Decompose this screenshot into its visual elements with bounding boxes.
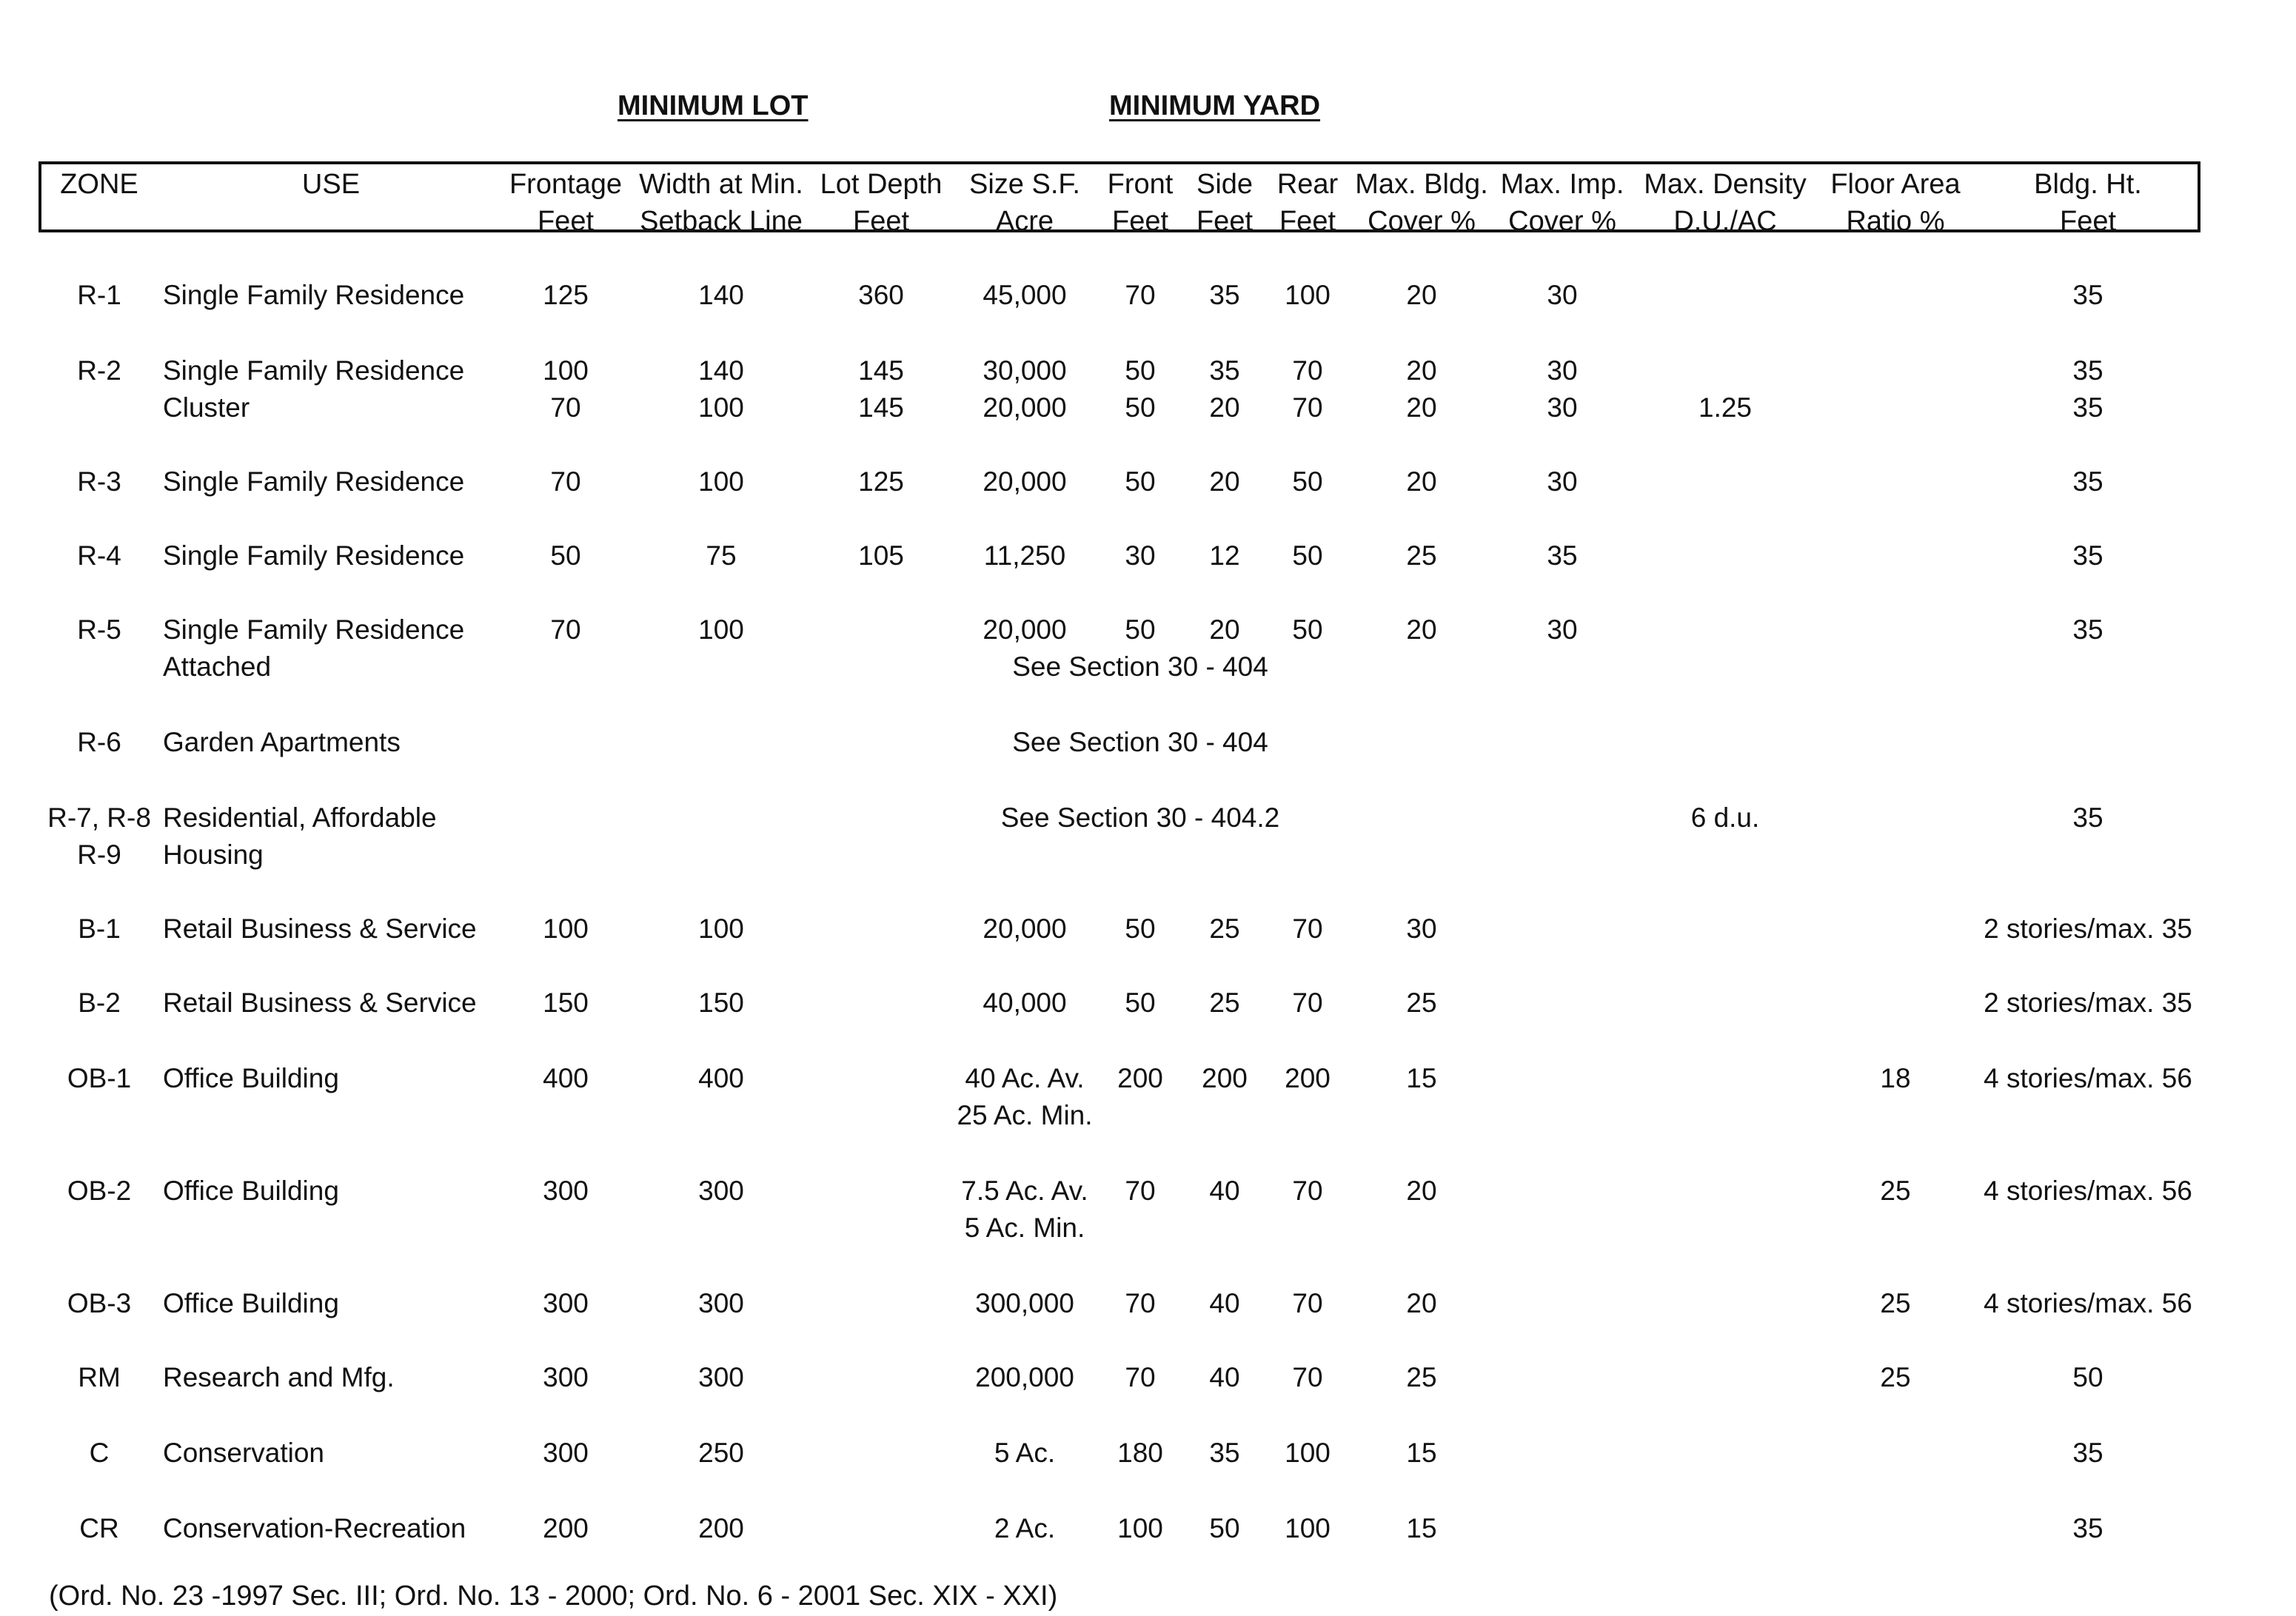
column-header-depth	[820, 166, 943, 240]
size-cell: 20,000	[983, 913, 1067, 944]
front-cell: 100	[1117, 1513, 1163, 1543]
far-cell: 25	[1880, 1362, 1911, 1392]
height-cell: 35	[2072, 1438, 2103, 1468]
bldg-cover-cell: 20	[1406, 355, 1437, 386]
frontage-cell: 70	[550, 466, 581, 497]
table-row	[0, 1210, 2296, 1247]
column-header-line1: Rear	[1276, 169, 1339, 200]
imp-cover-cell: 30	[1547, 355, 1578, 386]
section-reference-note: See Section 30 - 404	[1012, 651, 1268, 682]
front-cell: 50	[1125, 466, 1156, 497]
bldg-cover-cell: 15	[1406, 1438, 1437, 1468]
column-header-line1: Max. Density	[1644, 169, 1807, 200]
bldg-cover-cell: 20	[1406, 1288, 1437, 1318]
side-cell: 12	[1209, 540, 1240, 571]
front-cell: 70	[1125, 1176, 1156, 1206]
bldg-cover-cell: 30	[1406, 913, 1437, 944]
zone-cell: R-7, R-8	[47, 802, 151, 833]
zone-cell: CR	[79, 1513, 119, 1543]
rear-cell: 50	[1292, 540, 1323, 571]
frontage-cell: 150	[543, 988, 589, 1018]
use-cell: Retail Business & Service	[163, 988, 477, 1018]
zone-cell: RM	[78, 1362, 121, 1392]
table-row	[0, 837, 2296, 874]
column-header-zone	[60, 166, 138, 203]
frontage-cell: 300	[543, 1438, 589, 1468]
rear-cell: 50	[1292, 614, 1323, 645]
front-cell: 30	[1125, 540, 1156, 571]
column-header-density	[1644, 166, 1807, 240]
size-cell: 5 Ac.	[994, 1438, 1056, 1468]
front-cell: 70	[1125, 1362, 1156, 1392]
side-cell: 40	[1209, 1288, 1240, 1318]
table-row	[0, 463, 2296, 500]
column-header-width	[639, 166, 803, 240]
bldg-cover-cell: 15	[1406, 1513, 1437, 1543]
imp-cover-cell: 30	[1547, 280, 1578, 310]
width-cell: 400	[698, 1063, 744, 1093]
bldg-cover-cell: 25	[1406, 988, 1437, 1018]
column-header-line2: Acre	[995, 206, 1054, 237]
rear-cell: 100	[1285, 280, 1331, 310]
size-cell: 11,250	[983, 540, 1066, 571]
depth-cell: 125	[858, 466, 904, 497]
height-cell: 2 stories/max. 35	[1984, 913, 2192, 944]
bldg-cover-cell: 20	[1406, 614, 1437, 645]
frontage-cell: 300	[543, 1362, 589, 1392]
zone-cell: B-1	[78, 913, 121, 944]
rear-cell: 200	[1285, 1063, 1331, 1093]
column-header-far	[1830, 166, 1960, 240]
rear-cell: 50	[1292, 466, 1323, 497]
column-header-height	[2034, 166, 2142, 240]
side-cell: 20	[1209, 466, 1240, 497]
table-row	[0, 1173, 2296, 1210]
size-cell: 300,000	[975, 1288, 1074, 1318]
zone-cell: R-6	[77, 727, 121, 757]
bldg-cover-cell: 15	[1406, 1063, 1437, 1093]
use-cell: Office Building	[163, 1063, 339, 1093]
width-cell: 250	[698, 1438, 744, 1468]
size-cell: 7.5 Ac. Av.	[961, 1176, 1088, 1206]
far-cell: 25	[1880, 1288, 1911, 1318]
use-cell: Office Building	[163, 1288, 339, 1318]
height-cell: 35	[2072, 1513, 2103, 1543]
table-row	[0, 1060, 2296, 1097]
rear-cell: 70	[1292, 1362, 1323, 1392]
width-cell: 100	[698, 614, 744, 645]
size-cell: 20,000	[983, 614, 1067, 645]
height-cell: 4 stories/max. 56	[1984, 1063, 2192, 1093]
table-row	[0, 911, 2296, 948]
zone-cell: OB-3	[67, 1288, 132, 1318]
zone-cell: R-1	[77, 280, 121, 310]
size-cell: 25 Ac. Min.	[957, 1100, 1093, 1130]
column-header-side	[1196, 166, 1253, 240]
frontage-cell: 200	[543, 1513, 589, 1543]
size-cell: 200,000	[975, 1362, 1074, 1392]
zone-cell: R-3	[77, 466, 121, 497]
front-cell: 50	[1125, 988, 1156, 1018]
table-row	[0, 799, 2296, 837]
table-row	[0, 352, 2296, 389]
use-cell: Research and Mfg.	[163, 1362, 395, 1392]
height-cell: 35	[2072, 392, 2103, 423]
height-cell: 4 stories/max. 56	[1984, 1176, 2192, 1206]
column-header-line2: Feet	[537, 206, 595, 237]
zone-cell: B-2	[78, 988, 121, 1018]
zone-cell: OB-1	[67, 1063, 132, 1093]
far-cell: 25	[1880, 1176, 1911, 1206]
width-cell: 75	[706, 540, 737, 571]
bldg-cover-cell: 25	[1406, 1362, 1437, 1392]
column-header-use	[302, 166, 360, 203]
frontage-cell: 100	[543, 913, 589, 944]
height-cell: 2 stories/max. 35	[1984, 988, 2192, 1018]
table-row	[0, 1510, 2296, 1547]
imp-cover-cell: 30	[1547, 614, 1578, 645]
height-cell: 35	[2072, 614, 2103, 645]
size-cell: 40,000	[983, 988, 1067, 1018]
section-reference-note: See Section 30 - 404.2	[1000, 802, 1280, 833]
bldg-cover-cell: 20	[1406, 466, 1437, 497]
rear-cell: 70	[1292, 1288, 1323, 1318]
zone-cell: OB-2	[67, 1176, 132, 1206]
front-cell: 70	[1125, 280, 1156, 310]
column-header-bldg-cover	[1355, 166, 1488, 240]
side-cell: 40	[1209, 1362, 1240, 1392]
table-row	[0, 277, 2296, 314]
height-cell: 35	[2072, 802, 2103, 833]
use-cell: Conservation-Recreation	[163, 1513, 466, 1543]
use-cell: Attached	[163, 651, 272, 682]
depth-cell: 145	[858, 355, 904, 386]
depth-cell: 145	[858, 392, 904, 423]
column-header-line2: Feet	[1111, 206, 1169, 237]
rear-cell: 70	[1292, 355, 1323, 386]
width-cell: 140	[698, 280, 744, 310]
side-cell: 25	[1209, 988, 1240, 1018]
height-cell: 4 stories/max. 56	[1984, 1288, 2192, 1318]
front-cell: 50	[1125, 614, 1156, 645]
table-row	[0, 1097, 2296, 1134]
frontage-cell: 400	[543, 1063, 589, 1093]
table-row	[0, 1359, 2296, 1396]
frontage-cell: 100	[543, 355, 589, 386]
frontage-cell: 300	[543, 1288, 589, 1318]
frontage-cell: 300	[543, 1176, 589, 1206]
rear-cell: 70	[1292, 988, 1323, 1018]
width-cell: 100	[698, 466, 744, 497]
width-cell: 300	[698, 1176, 744, 1206]
height-cell: 35	[2072, 540, 2103, 571]
side-cell: 25	[1209, 913, 1240, 944]
side-cell: 50	[1209, 1513, 1240, 1543]
front-cell: 180	[1117, 1438, 1163, 1468]
column-header-line1: Size S.F.	[969, 169, 1080, 200]
use-cell: Single Family Residence	[163, 540, 465, 571]
width-cell: 100	[698, 913, 744, 944]
column-header-line2: Feet	[1196, 206, 1254, 237]
use-cell: Conservation	[163, 1438, 325, 1468]
column-header-line2: D.U./AC	[1673, 206, 1777, 237]
frontage-cell: 125	[543, 280, 589, 310]
zone-cell: R-4	[77, 540, 121, 571]
side-cell: 35	[1209, 355, 1240, 386]
size-cell: 40 Ac. Av.	[965, 1063, 1085, 1093]
column-header-line2: Feet	[2059, 206, 2117, 237]
zone-cell: C	[89, 1438, 110, 1468]
width-cell: 150	[698, 988, 744, 1018]
column-header-line1: USE	[301, 169, 361, 200]
column-header-rear	[1277, 166, 1338, 240]
height-cell: 50	[2072, 1362, 2103, 1392]
column-header-line2: Feet	[1279, 206, 1336, 237]
column-header-size	[969, 166, 1080, 240]
section-reference-note: See Section 30 - 404	[1012, 727, 1268, 757]
width-cell: 140	[698, 355, 744, 386]
column-header-line1: ZONE	[60, 169, 138, 200]
depth-cell: 360	[858, 280, 904, 310]
size-cell: 20,000	[983, 392, 1067, 423]
zone-cell: R-9	[77, 839, 121, 870]
front-cell: 200	[1117, 1063, 1163, 1093]
rear-cell: 100	[1285, 1438, 1331, 1468]
side-cell: 20	[1209, 392, 1240, 423]
use-cell: Housing	[163, 839, 264, 870]
column-header-line1: Floor Area	[1830, 169, 1961, 200]
column-header-line1: Bldg. Ht.	[2034, 169, 2142, 200]
minimum-yard-heading: MINIMUM YARD	[1109, 90, 1321, 121]
table-row	[0, 648, 2296, 685]
rear-cell: 70	[1292, 913, 1323, 944]
depth-cell: 105	[858, 540, 904, 571]
column-header-line1: Max. Bldg.	[1355, 169, 1488, 200]
table-row	[0, 1285, 2296, 1322]
density-cell: 1.25	[1698, 392, 1753, 423]
table-row	[0, 611, 2296, 648]
front-cell: 70	[1125, 1288, 1156, 1318]
table-row	[0, 389, 2296, 426]
side-cell: 200	[1202, 1063, 1248, 1093]
column-header-frontage	[509, 166, 622, 240]
far-cell: 18	[1880, 1063, 1911, 1093]
front-cell: 50	[1125, 913, 1156, 944]
rear-cell: 70	[1292, 392, 1323, 423]
column-header-line1: Width at Min.	[639, 169, 803, 200]
size-cell: 5 Ac. Min.	[964, 1213, 1085, 1243]
column-header-line1: Lot Depth	[820, 169, 943, 200]
bldg-cover-cell: 25	[1406, 540, 1437, 571]
minimum-lot-heading: MINIMUM LOT	[617, 90, 809, 121]
frontage-cell: 50	[550, 540, 581, 571]
frontage-cell: 70	[550, 392, 581, 423]
use-cell: Residential, Affordable	[163, 802, 437, 833]
use-cell: Office Building	[163, 1176, 339, 1206]
rear-cell: 100	[1285, 1513, 1331, 1543]
column-header-line1: Front	[1107, 169, 1174, 200]
column-header-line2: Cover %	[1368, 206, 1476, 237]
ordinance-footnote: (Ord. No. 23 -1997 Sec. III; Ord. No. 13 - 2000; Ord. No. 6 - 2001 Sec. XIX - XXI)	[49, 1580, 1058, 1612]
table-row	[0, 724, 2296, 761]
side-cell: 40	[1209, 1176, 1240, 1206]
size-cell: 30,000	[983, 355, 1067, 386]
rear-cell: 70	[1292, 1176, 1323, 1206]
zone-cell: R-5	[77, 614, 121, 645]
side-cell: 35	[1209, 1438, 1240, 1468]
column-header-line1: Frontage	[509, 169, 623, 200]
frontage-cell: 70	[550, 614, 581, 645]
size-cell: 2 Ac.	[994, 1513, 1056, 1543]
table-row	[0, 1435, 2296, 1472]
column-header-line1: Max. Imp.	[1500, 169, 1624, 200]
imp-cover-cell: 30	[1547, 466, 1578, 497]
width-cell: 200	[698, 1513, 744, 1543]
column-header-line2: Setback Line	[640, 206, 803, 237]
size-cell: 45,000	[983, 280, 1067, 310]
bldg-cover-cell: 20	[1406, 1176, 1437, 1206]
column-header-line2: Ratio %	[1846, 206, 1945, 237]
use-cell: Single Family Residence	[163, 280, 465, 310]
column-header-imp-cover	[1501, 166, 1624, 240]
imp-cover-cell: 30	[1547, 392, 1578, 423]
use-cell: Garden Apartments	[163, 727, 401, 757]
column-header-line2: Cover %	[1508, 206, 1616, 237]
column-header-line1: Side	[1196, 169, 1254, 200]
front-cell: 50	[1125, 355, 1156, 386]
imp-cover-cell: 35	[1547, 540, 1578, 571]
height-cell: 35	[2072, 280, 2103, 310]
use-cell: Cluster	[163, 392, 250, 423]
table-row	[0, 537, 2296, 574]
width-cell: 300	[698, 1288, 744, 1318]
column-header-line2: Feet	[852, 206, 910, 237]
density-cell: 6 d.u.	[1690, 802, 1760, 833]
width-cell: 100	[698, 392, 744, 423]
side-cell: 35	[1209, 280, 1240, 310]
use-cell: Retail Business & Service	[163, 913, 477, 944]
use-cell: Single Family Residence	[163, 614, 465, 645]
height-cell: 35	[2072, 355, 2103, 386]
bldg-cover-cell: 20	[1406, 280, 1437, 310]
width-cell: 300	[698, 1362, 744, 1392]
use-cell: Single Family Residence	[163, 355, 465, 386]
bldg-cover-cell: 20	[1406, 392, 1437, 423]
table-row	[0, 985, 2296, 1022]
use-cell: Single Family Residence	[163, 466, 465, 497]
column-header-front	[1108, 166, 1174, 240]
side-cell: 20	[1209, 614, 1240, 645]
front-cell: 50	[1125, 392, 1156, 423]
size-cell: 20,000	[983, 466, 1067, 497]
height-cell: 35	[2072, 466, 2103, 497]
zone-cell: R-2	[77, 355, 121, 386]
